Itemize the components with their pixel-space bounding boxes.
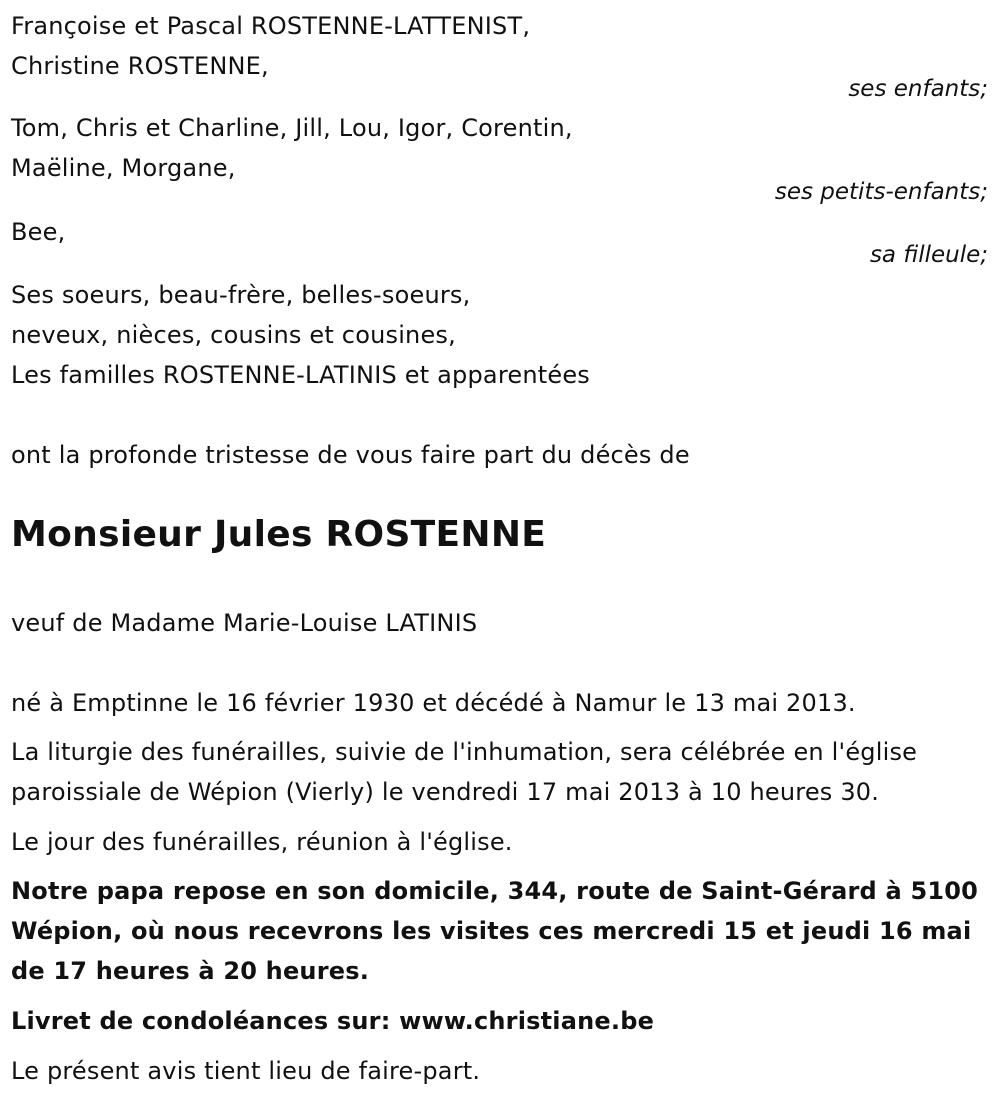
family-line-3: Les familles ROSTENNE-LATINIS et apparentées: [11, 361, 590, 389]
children-role: ses enfants;: [848, 76, 988, 102]
children-line-2: Christine ROSTENNE,: [11, 52, 269, 80]
deceased-name: Monsieur Jules ROSTENNE: [11, 514, 547, 555]
condolences-text: Livret de condoléances sur: www.christiane.be: [11, 1007, 655, 1035]
rest-line-1: Notre papa repose en son domicile, 344, route de Saint-Gérard à 5100: [11, 877, 979, 905]
gathering-text: Le jour des funérailles, réunion à l'église.: [11, 828, 513, 856]
grandchildren-line-1: Tom, Chris et Charline, Jill, Lou, Igor, Corentin,: [11, 114, 573, 142]
goddaughter-line: Bee,: [11, 218, 66, 246]
children-line-1: Françoise et Pascal ROSTENNE-LATTENIST,: [11, 12, 531, 40]
grandchildren-line-2: Maëline, Morgane,: [11, 154, 236, 182]
goddaughter-role: sa filleule;: [869, 242, 988, 268]
widower-of: veuf de Madame Marie-Louise LATINIS: [11, 609, 478, 637]
rest-line-2: Wépion, où nous recevrons les visites ces mercredi 15 et jeudi 16 mai: [11, 917, 972, 945]
liturgy-line-2: paroissiale de Wépion (Vierly) le vendredi 17 mai 2013 à 10 heures 30.: [11, 778, 880, 806]
grandchildren-role: ses petits-enfants;: [774, 179, 988, 205]
announcement-text: ont la profonde tristesse de vous faire part du décès de: [11, 441, 690, 469]
rest-line-3: de 17 heures à 20 heures.: [11, 957, 370, 985]
family-line-2: neveux, nièces, cousins et cousines,: [11, 321, 456, 349]
closing-text: Le présent avis tient lieu de faire-part.: [11, 1057, 481, 1085]
birth-death-dates: né à Emptinne le 16 février 1930 et décédé à Namur le 13 mai 2013.: [11, 689, 856, 717]
liturgy-line-1: La liturgie des funérailles, suivie de l'inhumation, sera célébrée en l'église: [11, 738, 918, 766]
family-line-1: Ses soeurs, beau-frère, belles-soeurs,: [11, 281, 471, 309]
